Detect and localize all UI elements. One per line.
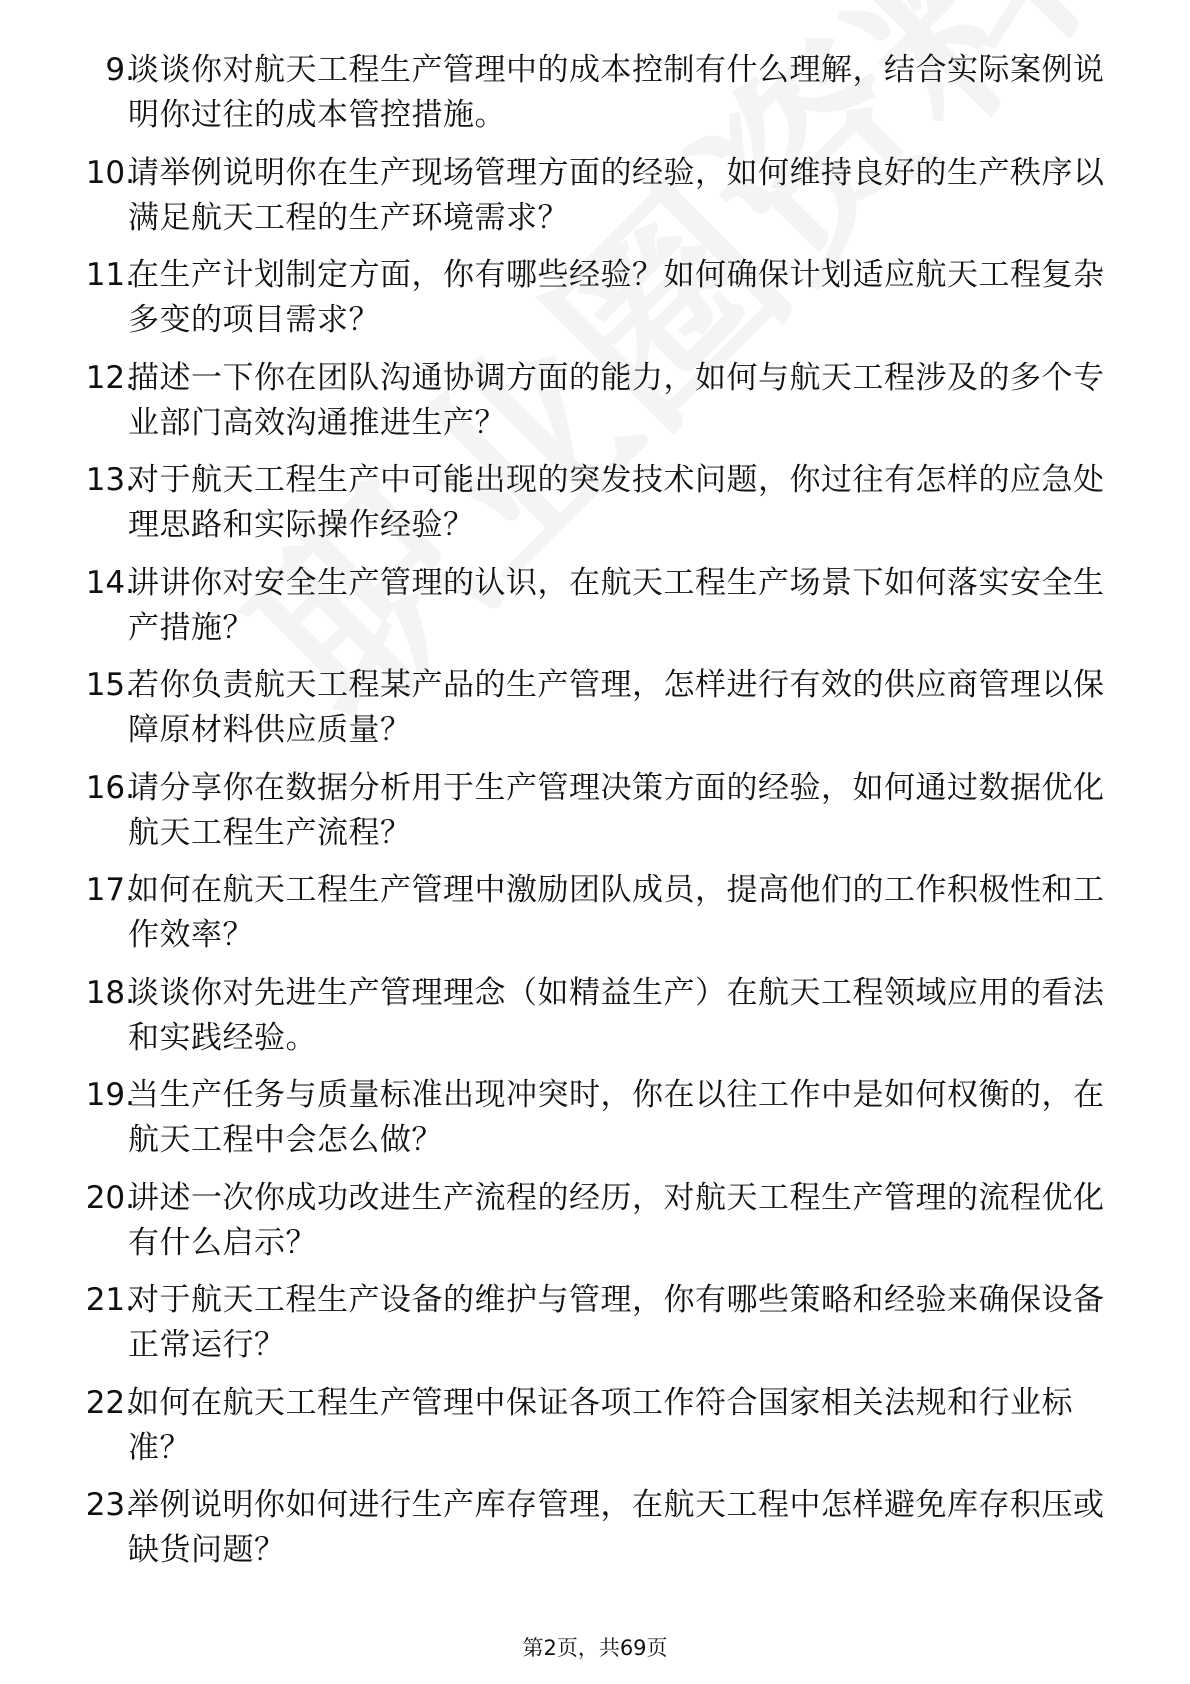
- question-number: 9.: [105, 52, 135, 88]
- question-text: 讲讲你对安全生产管理的认识，在航天工程生产场景下如何落实安全生产措施？: [128, 564, 1105, 646]
- question-number: 15.: [85, 667, 135, 703]
- question-text: 谈谈你对航天工程生产管理中的成本控制有什么理解，结合实际案例说明你过往的成本管控措施。: [128, 52, 1105, 133]
- question-number: 14.: [85, 564, 135, 601]
- question-number: 23.: [85, 1487, 135, 1523]
- question-item-16: [0, 766, 1190, 869]
- question-text: 若你负责航天工程某产品的生产管理，怎样进行有效的供应商管理以保障原材料供应质量？: [128, 667, 1105, 748]
- question-text: 请举例说明你在生产现场管理方面的经验，如何维持良好的生产秩序以满足航天工程的生产环境需求？: [128, 154, 1105, 236]
- question-item-9: [0, 48, 1190, 151]
- question-item-14: [0, 561, 1190, 664]
- question-item-21: [0, 1278, 1190, 1381]
- question-item-13: [0, 458, 1190, 561]
- question-item-19: [0, 1073, 1190, 1176]
- question-text: 当生产任务与质量标准出现冲突时，你在以往工作中是如何权衡的，在航天工程中会怎么做？: [128, 1077, 1105, 1158]
- question-item-22: [0, 1381, 1190, 1484]
- question-item-18: [0, 971, 1190, 1074]
- question-text: 对于航天工程生产中可能出现的突发技术问题，你过往有怎样的应急处理思路和实际操作经验？: [128, 462, 1105, 543]
- question-text: 在生产计划制定方面，你有哪些经验？如何确保计划适应航天工程复杂多变的项目需求？: [128, 257, 1105, 338]
- question-item-17: [0, 868, 1190, 971]
- question-item-12: [0, 356, 1190, 459]
- question-number: 11.: [85, 257, 135, 293]
- question-number: 19.: [85, 1077, 135, 1113]
- question-number: 22.: [85, 1384, 135, 1421]
- question-text: 如何在航天工程生产管理中激励团队成员，提高他们的工作积极性和工作效率？: [128, 872, 1105, 953]
- question-text: 讲述一次你成功改进生产流程的经历，对航天工程生产管理的流程优化有什么启示？: [128, 1179, 1105, 1261]
- question-item-10: [0, 151, 1190, 254]
- question-item-20: [0, 1176, 1190, 1279]
- question-number: 12.: [85, 359, 135, 396]
- question-text: 请分享你在数据分析用于生产管理决策方面的经验，如何通过数据优化航天工程生产流程？: [128, 769, 1105, 851]
- page-footer: 第2页，共69页: [522, 1636, 668, 1660]
- question-text: 举例说明你如何进行生产库存管理，在航天工程中怎样避免库存积压或缺货问题？: [128, 1487, 1105, 1568]
- question-list: [0, 48, 1190, 1586]
- question-number: 10.: [85, 154, 135, 191]
- question-text: 如何在航天工程生产管理中保证各项工作符合国家相关法规和行业标准？: [128, 1384, 1073, 1466]
- question-number: 13.: [85, 462, 135, 498]
- question-item-11: [0, 253, 1190, 356]
- question-number: 20.: [85, 1179, 135, 1216]
- question-text: 描述一下你在团队沟通协调方面的能力，如何与航天工程涉及的多个专业部门高效沟通推进生产？: [128, 359, 1105, 441]
- question-number: 21.: [85, 1282, 135, 1318]
- question-item-15: [0, 663, 1190, 766]
- question-number: 17.: [85, 872, 135, 908]
- question-text: 谈谈你对先进生产管理理念（如精益生产）在航天工程领域应用的看法和实践经验。: [128, 974, 1105, 1056]
- question-number: 16.: [85, 769, 135, 806]
- question-text: 对于航天工程生产设备的维护与管理，你有哪些策略和经验来确保设备正常运行？: [128, 1282, 1105, 1363]
- question-number: 18.: [85, 974, 135, 1011]
- question-item-23: [0, 1483, 1190, 1586]
